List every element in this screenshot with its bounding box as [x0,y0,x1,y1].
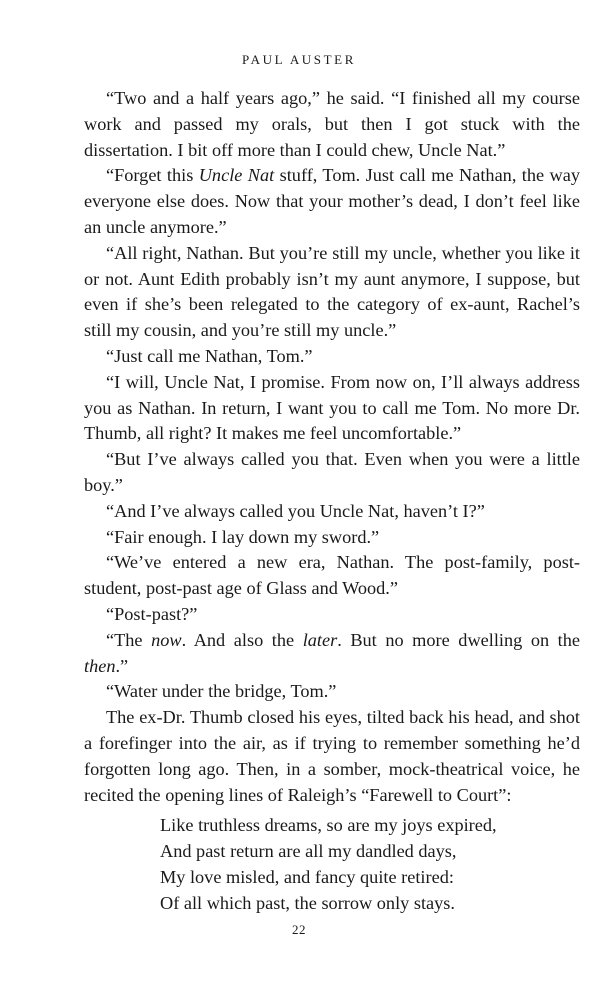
paragraph [84,370,580,447]
text-run: The ex-Dr. Thumb closed his eyes, tilted back his head, and shot a forefinger into the air, as if trying to remember something he’d forgotten long ago. Then, in a somber, mock-theatrical voice, he recited the opening lines of Raleigh’s “Farewell to Court”: [84,707,580,805]
paragraph [84,602,580,628]
verse-line: Like truthless dreams, so are my joys expired, [160,815,497,835]
paragraph [84,550,580,602]
text-run: “The [106,629,152,650]
running-head: PAUL AUSTER [242,52,356,67]
italic-text: now [151,629,182,650]
paragraph [84,679,580,705]
text-run: “I will, Uncle Nat, I promise. From now on, I’ll always address you as Nathan. In return, I want you to call me Tom. No more Dr. Thumb, all right? It makes me feel uncomfortable.” [84,371,580,444]
paragraph [84,525,580,551]
text-run: “But I’ve always called you that. Even when you were a little boy.” [84,449,580,495]
text-run: “Water under the bridge, Tom.” [106,681,337,702]
paragraph [84,628,580,680]
text-run: “Fair enough. I lay down my sword.” [106,526,380,547]
verse-line: My love misled, and fancy quite retired: [160,867,454,887]
text-run: “Two and a half years ago,” he said. “I finished all my course work and passed my orals, but then I got stuck with the dissertation. I bit off more than I could chew, Uncle Nat.” [84,88,580,160]
paragraph [84,344,580,370]
text-run: “Just call me Nathan, Tom.” [106,345,313,366]
paragraph [84,705,580,808]
paragraph [84,163,580,240]
italic-text: Uncle Nat [198,165,275,186]
text-run: . But no more dwelling on the [337,629,581,650]
text-run: “We’ve entered a new era, Nathan. The post-family, post-student, post-past age of Glass and Wood.” [84,552,580,599]
text-run: stuff, Tom. Just call me Nathan, the way everyone else does. Now that your mother’s dead, I don’t feel like an uncle anymore.” [84,165,580,237]
paragraph [84,499,580,525]
verse-line: And past return are all my dandled days, [160,841,457,861]
text-run: . And also the [181,629,303,650]
body-text [84,86,580,808]
verse-quote [160,812,497,916]
text-run: .” [115,655,129,676]
italic-text: later [302,629,338,650]
page-number: 22 [292,922,306,937]
verse-line: Of all which past, the sorrow only stays. [160,893,455,913]
text-run: “Forget this [106,165,199,186]
paragraph [84,447,580,499]
paragraph [84,241,580,344]
italic-text: then [84,655,116,676]
text-run: “And I’ve always called you Uncle Nat, haven’t I?” [106,500,485,521]
text-run: “All right, Nathan. But you’re still my uncle, whether you like it or not. Aunt Edith probably isn’t my aunt anymore, I suppose, but even if she’s been relegated to the category of ex-aunt, Rachel’s still my cousin, and you’re still my uncle.” [84,242,580,341]
paragraph [84,86,580,163]
text-run: “Post-past?” [106,603,198,624]
